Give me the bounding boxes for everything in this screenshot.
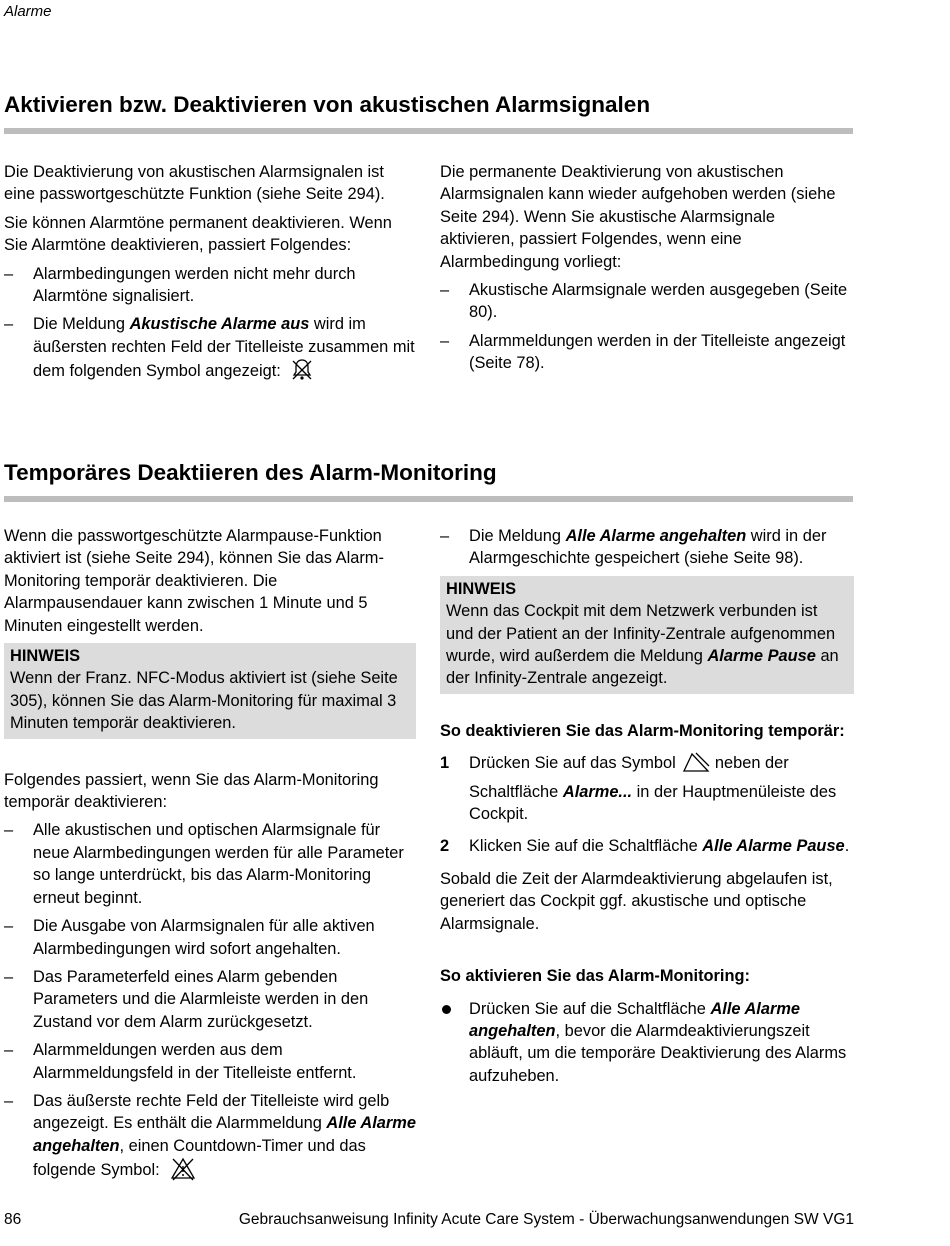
- footer-title: Gebrauchsanweisung Infinity Acute Care System - Überwachungsanwendungen SW VG1: [238, 1211, 854, 1228]
- section1-left-column: [4, 161, 416, 395]
- message-name: Alle Alarme angehalten: [33, 1114, 416, 1155]
- procedure-step: 1 Drücken Sie auf das Symbol neben der Schaltfläche Alarme... in der Hauptmenüleiste des Cockpit.: [440, 754, 837, 824]
- list-item: – Akustische Alarmsignale werden ausgegeben (Seite 80).: [440, 281, 848, 322]
- dash-marker: –: [4, 821, 14, 840]
- section-title-temporary-deactivation: Temporäres Deaktiieren des Alarm-Monitoring: [4, 460, 497, 485]
- button-name: Alle Alarme angehalten: [469, 999, 801, 1040]
- message-name: Akustische Alarme aus: [129, 315, 310, 334]
- list-item: – Alarmmeldungen werden aus dem Alarmmeldungsfeld in der Titelleiste entfernt.: [4, 1041, 357, 1082]
- procedure-bullet: Drücken Sie auf die Schaltfläche Alle Alarme angehalten, bevor die Alarmdeaktivierungszeit abläuft, um die temporäre Deaktivierung des Alarms aufzuheben.: [440, 998, 854, 1088]
- paragraph: Wenn die passwortgeschützte Alarmpause-Funktion aktiviert ist (siehe Seite 294), können Sie das Alarm-Monitoring temporär deaktivieren. Die Alarmpausendauer kann zwischen 1 Minute und 5 Minuten eingestellt werden.: [4, 527, 384, 635]
- list-item: – Das äußerste rechte Feld der Titelleiste wird gelb angezeigt. Es enthält die Alarmmeldung Alle Alarme angehalten, einen Countdown-Timer und das folgende Symbol:: [4, 1090, 416, 1188]
- list-item: – Alle akustischen und optischen Alarmsignale für neue Alarmbedingungen werden für alle Parameter so lange unterdrückt, bis das Alarm-Monitoring erneut beginnt.: [4, 821, 404, 907]
- list-item: – Die Ausgabe von Alarmsignalen für alle aktiven Alarmbedingungen wird sofort angehalten.: [4, 917, 375, 958]
- dash-marker: –: [4, 917, 14, 936]
- message-name: Alarme Pause: [707, 647, 816, 666]
- button-name: Alarme...: [562, 782, 633, 801]
- list-item: – Die Meldung Alle Alarme angehalten wird in der Alarmgeschichte gespeichert (siehe Seite 98).: [440, 527, 827, 568]
- paragraph: Folgendes passiert, wenn Sie das Alarm-Monitoring temporär deaktivieren:: [4, 770, 379, 812]
- dash-marker: –: [4, 967, 14, 986]
- section2-right-column: [440, 525, 854, 1093]
- procedure-step: 2 Klicken Sie auf die Schaltfläche Alle Alarme Pause.: [440, 835, 854, 857]
- note-title: HINWEIS: [446, 579, 517, 598]
- button-name: Alle Alarme Pause: [702, 837, 845, 856]
- message-name: Alle Alarme angehalten: [565, 527, 747, 545]
- paragraph: Die permanente Deaktivierung von akustischen Alarmsignalen kann wieder aufgehoben werden (siehe Seite 294). Wenn Sie akustische Alarmsignale aktivieren, passiert Folgendes, wenn eine Alarmbedingung vorliegt:: [440, 163, 836, 271]
- page-number: 86: [4, 1211, 22, 1228]
- alarm-triangle-icon: [682, 752, 710, 780]
- paragraph: Die Deaktivierung von akustischen Alarmsignalen ist eine passwortgeschützte Funktion (siehe Seite 294).: [4, 163, 385, 204]
- paragraph: Sie können Alarmtöne permanent deaktivieren. Wenn Sie Alarmtöne deaktivieren, passiert Folgendes:: [4, 213, 392, 255]
- paragraph: Sobald die Zeit der Alarmdeaktivierung abgelaufen ist, generiert das Cockpit ggf. akustische und optische Alarmsignale.: [440, 869, 833, 933]
- dash-marker: –: [440, 527, 450, 545]
- note-title: HINWEIS: [10, 647, 81, 666]
- list-item: – Das Parameterfeld eines Alarm gebenden Parameters und die Alarmleiste werden in den Zustand vor dem Alarm zurückgesetzt.: [4, 967, 369, 1031]
- list-item: – Die Meldung Akustische Alarme aus wird im äußersten rechten Feld der Titelleiste zusammen mit dem folgenden Symbol angezeigt:: [4, 313, 416, 388]
- section2-left-column: [4, 525, 416, 1194]
- section-divider: [4, 496, 853, 502]
- dash-marker: –: [440, 331, 450, 350]
- alarm-paused-triangle-icon: [170, 1157, 196, 1187]
- note-body: Wenn das Cockpit mit dem Netzwerk verbunden ist und der Patient an der Infinity-Zentrale aufgenommen wurde, wird außerdem die Meldung Alarme Pause an der Infinity-Zentrale angezeigt.: [446, 602, 839, 688]
- dash-marker: –: [4, 315, 14, 334]
- list-item: – Alarmbedingungen werden nicht mehr durch Alarmtöne signalisiert.: [4, 264, 356, 306]
- section-divider: [4, 128, 853, 134]
- alarm-off-bell-icon: [291, 358, 313, 388]
- step-number: 2: [440, 837, 450, 856]
- procedure-heading: So deaktivieren Sie das Alarm-Monitoring temporär:: [440, 721, 845, 740]
- dash-marker: –: [4, 1041, 14, 1060]
- dash-marker: –: [4, 1091, 14, 1110]
- note-box: [4, 643, 416, 739]
- step-number: 1: [440, 754, 450, 773]
- dash-marker: –: [440, 281, 450, 300]
- note-body: Wenn der Franz. NFC-Modus aktiviert ist (siehe Seite 305), können Sie das Alarm-Monitoring für maximal 3 Minuten temporär deaktivieren.: [10, 669, 398, 733]
- section-title-audio-alarms: Aktivieren bzw. Deaktivieren von akustischen Alarmsignalen: [4, 92, 651, 117]
- running-header: Alarme: [4, 3, 52, 20]
- dash-marker: –: [4, 264, 14, 283]
- list-item: – Alarmmeldungen werden in der Titelleiste angezeigt (Seite 78).: [440, 331, 846, 373]
- section1-right-column: [440, 161, 854, 381]
- note-box: [440, 576, 854, 694]
- bullet-dot: [442, 1005, 451, 1014]
- procedure-heading: So aktivieren Sie das Alarm-Monitoring:: [440, 967, 750, 986]
